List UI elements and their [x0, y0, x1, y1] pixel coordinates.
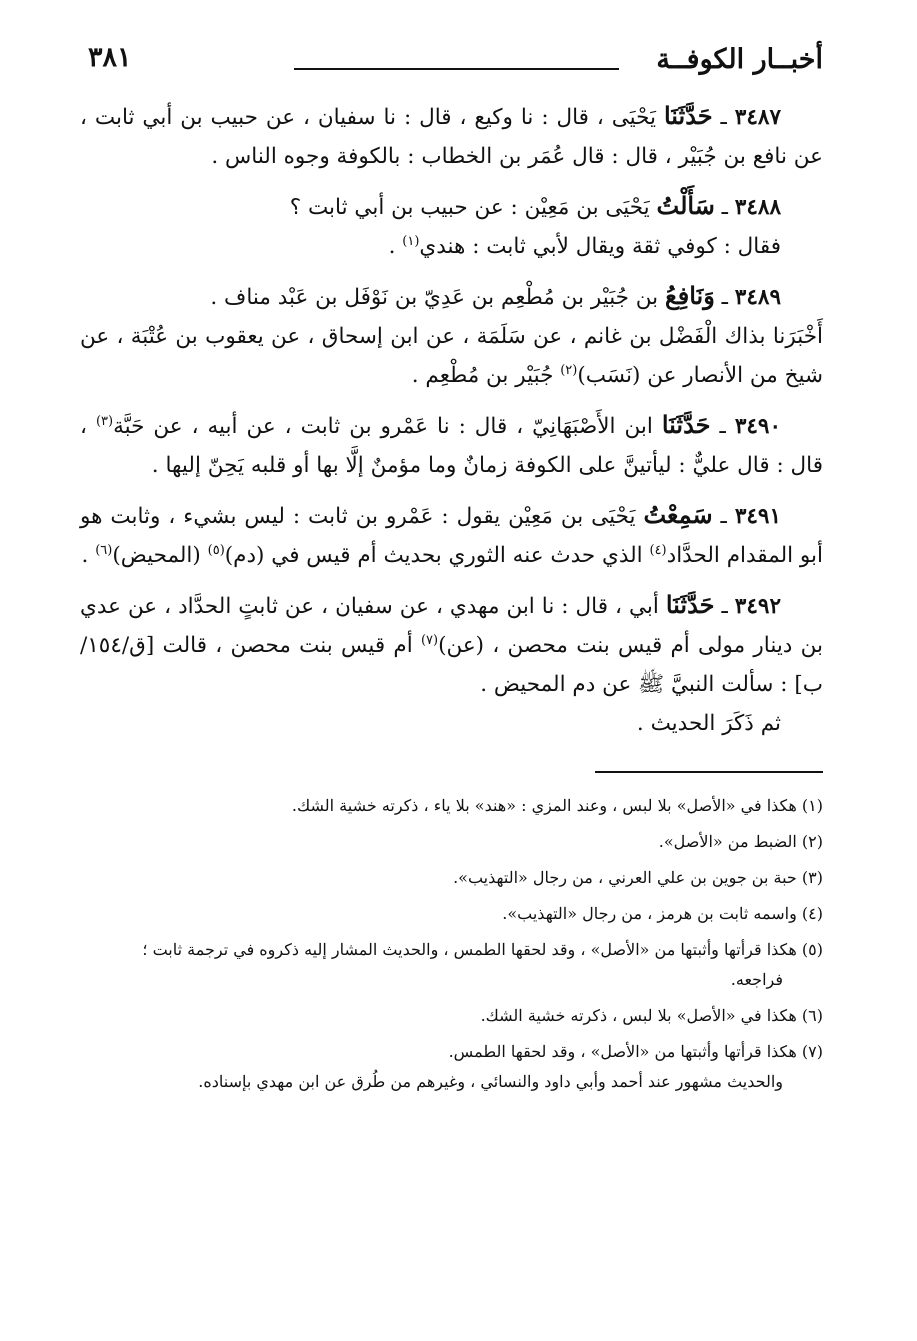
entry-text: يَحْيَى بن مَعِيْن يقول : عَمْرو بن ثابت : ليس بشيء ، وثابت هو أبو المقدام الحدَّاد [80, 504, 823, 568]
entry-number: ٣٤٩٢ [734, 594, 781, 619]
followup-text: أَخْبَرَنا بذاك الْفَضْل بن غانم ، عن سَلَمَة ، عن ابن إسحاق ، عن يعقوب بن عُتْبَة ، عن شيخ من الأنصار عن (نَسَب) [80, 324, 823, 388]
footnote-2: (٢) الضبط من «الأصل». [658, 832, 823, 851]
entry-3492-followup [80, 704, 823, 743]
footnote-6: (٦) هكذا في «الأصل» بلا لبس ، ذكرته خشية الشك. [480, 1006, 823, 1025]
footnote-7: (٧) هكذا قرأتها وأثبتها من «الأصل» ، وقد لحقها الطمس. [448, 1042, 823, 1061]
entry-text: يَحْيَى ، قال : نا وكيع ، قال : نا سفيان ، عن حبيب بن أبي ثابت ، عن نافع بن جُبَيْر ، قال : قال عُمَر بن الخطاب : بالكوفة وجوه الناس . [80, 105, 823, 169]
footnote-ref: (٦) [95, 542, 113, 558]
entry-3492: ٣٤٩٢ ـ حَدَّثَنَا أبي ، قال : نا ابن مهدي ، عن سفيان ، عن ثابتٍ الحدَّاد ، عن عدي بن دينار مولى أم قيس بنت محصن ، (عن)$^{(٧)}$ أم قيس بنت محصن ، قالت [ق/١٥٤/ب] : سألت النبيَّ ﷺ عن دم المحيض . [80, 590, 823, 697]
entry-text-end: . [81, 543, 96, 568]
footnote-4: (٤) واسمه ثابت بن هرمز ، من رجال «التهذيب». [502, 904, 823, 923]
entry-text-end: ، قال : قال عليٌّ : ليأتينَّ على الكوفة زمانٌ وما مؤمنٌ إلَّا بها أو قلبه يَحِنّ إليها . [80, 414, 823, 478]
followup-end: . [388, 234, 403, 259]
entry-keyword: سَأَلْتُ [656, 191, 715, 220]
entry-text-mid: (المحيض) [112, 543, 208, 568]
footnote-5: (٥) هكذا قرأتها وأثبتها من «الأصل» ، وقد لحقها الطمس ، والحديث المشار إليه ذكروه في ترجمة ثابت ؛ [142, 940, 823, 959]
footnote-ref: (٣) [95, 413, 114, 429]
entry-3488-followup [80, 227, 823, 266]
footnote-separator [595, 771, 823, 773]
followup-text-end: جُبَيْر بن مُطْعِم . [411, 363, 561, 388]
entry-keyword: حَدَّثَنَا [665, 590, 715, 619]
followup-text: فقال : كوفي ثقة ويقال لأبي ثابت : هندي [419, 234, 781, 259]
entry-keyword: سَمِعْتُ [643, 500, 713, 529]
entry-keyword: حَدَّثَنَا [661, 410, 711, 439]
entry-text: بن جُبَيْر بن مُطْعِم بن عَدِيّ بن نَوْفَل بن عَبْد مناف . [210, 285, 659, 310]
entry-text: أبي ، قال : نا ابن مهدي ، عن سفيان ، عن ثابتٍ الحدَّاد ، عن عدي بن دينار مولى أم قيس بنت محصن ، (عن) [80, 594, 823, 658]
entry-text: ابن الأَصْبَهَانِيّ ، قال : نا عَمْرو بن ثابت ، عن أبيه ، عن حَبَّة [113, 414, 653, 439]
entry-number: ٣٤٩٠ [734, 414, 782, 439]
header-rule [294, 68, 619, 70]
entry-3491: ٣٤٩١ ـ سَمِعْتُ يَحْيَى بن مَعِيْن يقول : عَمْرو بن ثابت : ليس بشيء ، وثابت هو أبو المقدام الحدَّاد$^{(٤)}$ الذي حدث عنه الثوري بحديث أم قيس في (دم)$^{(٥)}$ (المحيض)$^{(٦)}$ . [80, 500, 823, 568]
footnote-ref: (٧) [420, 632, 439, 648]
entry-number: ٣٤٨٧ [734, 105, 781, 130]
entry-number: ٣٤٩١ [734, 504, 782, 529]
entry-3487: ٣٤٨٧ ـ حَدَّثَنَا يَحْيَى ، قال : نا وكيع ، قال : نا سفيان ، عن حبيب بن أبي ثابت ، عن نافع بن جُبَيْر ، قال : قال عُمَر بن الخطاب : بالكوفة وجوه الناس . [80, 101, 823, 169]
footnote-ref: (١) [402, 233, 420, 249]
footnote-7-continued: والحديث مشهور عند أحمد وأبي داود والنسائي ، وغيرهم من طُرق عن ابن مهدي بإسناده. [198, 1072, 783, 1091]
entry-number: ٣٤٨٩ [734, 285, 781, 310]
page-header [80, 40, 823, 86]
entry-text: يَحْيَى بن مَعِيْن : عن حبيب بن أبي ثابت ؟ [289, 195, 650, 220]
entry-text-mid: الذي حدث عنه الثوري بحديث أم قيس في (دم) [224, 543, 650, 568]
footnote-ref: (٢) [560, 362, 578, 378]
entry-3488: ٣٤٨٨ ـ سَأَلْتُ يَحْيَى بن مَعِيْن : عن حبيب بن أبي ثابت ؟ [289, 191, 781, 220]
footnotes [80, 791, 823, 1097]
entry-keyword: حَدَّثَنَا [663, 101, 713, 130]
running-title: أخبــار الكوفــة [656, 44, 823, 75]
entry-3489-followup [80, 317, 823, 395]
page-number: ٣٨١ [88, 42, 132, 73]
footnote-ref: (٤) [649, 542, 667, 558]
main-text [80, 96, 823, 743]
entry-keyword: وَنَافِعُ [665, 281, 715, 310]
followup-text: ثم ذَكَرَ الحديث . [636, 711, 781, 736]
footnote-1: (١) هكذا في «الأصل» بلا لبس ، وعند المزي : «هند» بلا ياء ، ذكرته خشية الشك. [291, 796, 823, 815]
entry-3489: ٣٤٨٩ ـ وَنَافِعُ بن جُبَيْر بن مُطْعِم بن عَدِيّ بن نَوْفَل بن عَبْد مناف . [210, 281, 781, 310]
entry-number: ٣٤٨٨ [734, 195, 781, 220]
entry-text-end: أم قيس بنت محصن ، قالت [ق/١٥٤/ب] : سألت النبيَّ ﷺ عن دم المحيض . [80, 633, 823, 697]
entry-3490: ٣٤٩٠ ـ حَدَّثَنَا ابن الأَصْبَهَانِيّ ، قال : نا عَمْرو بن ثابت ، عن أبيه ، عن حَبَّة$^{(٣)}$ ، قال : قال عليٌّ : ليأتينَّ على الكوفة زمانٌ وما مؤمنٌ إلَّا بها أو قلبه يَحِنّ إليها . [80, 410, 823, 478]
footnote-ref: (٥) [207, 542, 225, 558]
footnote-5-continued: فراجعه. [730, 970, 783, 989]
footnote-3: (٣) حبة بن جوين بن علي العرني ، من رجال «التهذيب». [453, 868, 823, 887]
